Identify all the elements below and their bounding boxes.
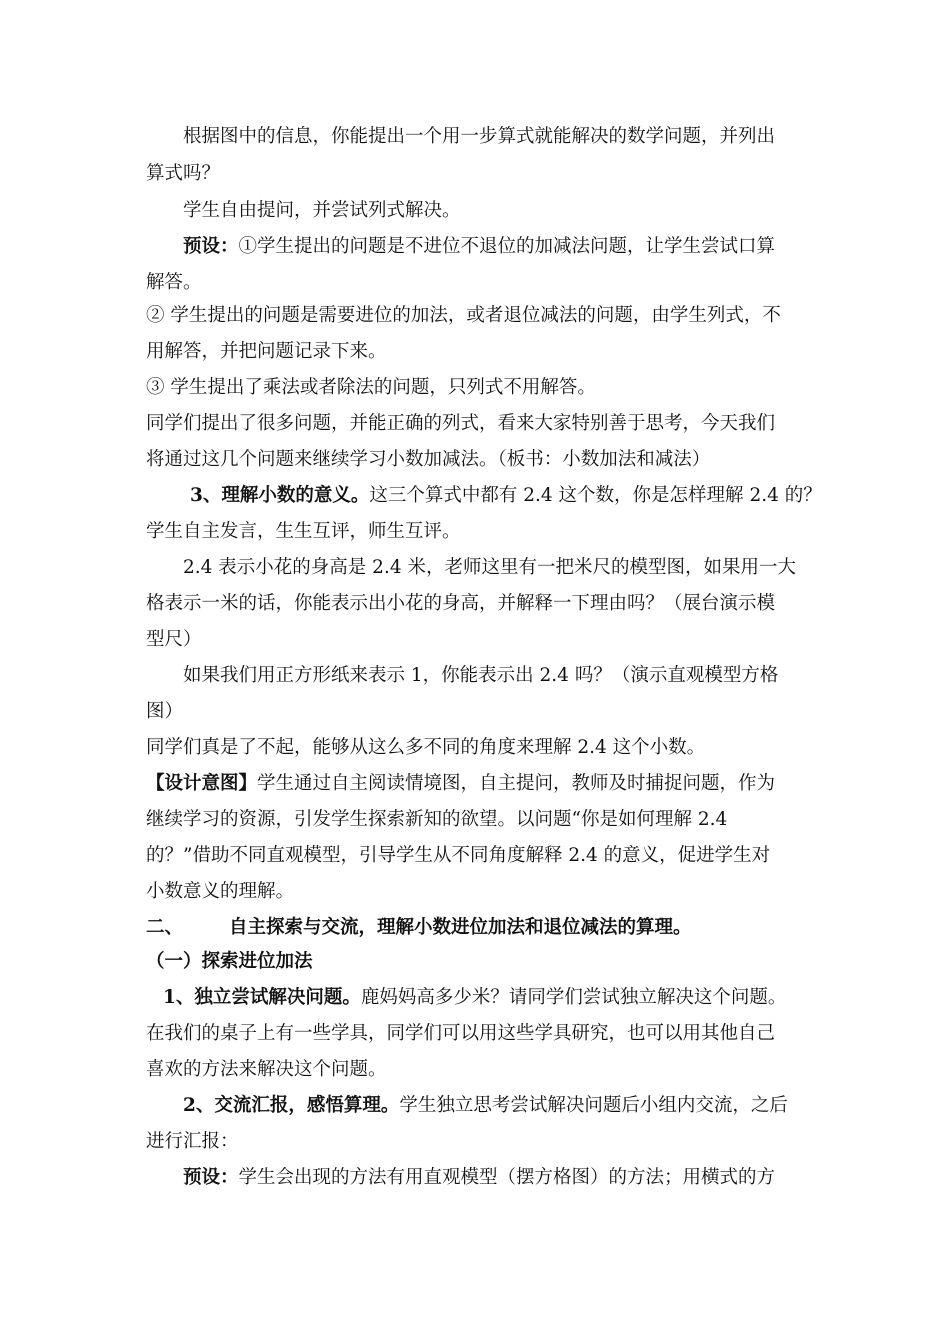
paragraph-line: 小数意义的理解。: [146, 881, 295, 902]
bold-label: 预设：: [183, 1167, 239, 1188]
section-number: 二、: [146, 917, 184, 938]
paragraph-line: 喜欢的方法来解决这个问题。: [146, 1059, 387, 1080]
paragraph-line: 根据图中的信息，你能提出一个用一步算式就能解决的数学问题，并列出: [183, 126, 776, 147]
paragraph-line: 2、交流汇报，感悟算理。学生独立思考尝试解决问题后小组内交流，之后: [183, 1095, 788, 1116]
paragraph-line: 1、独立尝试解决问题。鹿妈妈高多少米？请同学们尝试独立解决这个问题。: [163, 987, 787, 1008]
paragraph-line: 用解答，并把问题记录下来。: [146, 341, 387, 362]
paragraph-line: 同学们真是了不起，能够从这么多不同的角度来理解 2.4 这个小数。: [146, 737, 706, 758]
paragraph-line: 进行汇报：: [146, 1131, 239, 1152]
paragraph-line: 格表示一米的话，你能表示出小花的身高，并解释一下理由吗？（展台演示模: [146, 593, 776, 614]
paragraph-line: 【设计意图】学生通过自主阅读情境图，自主提问，教师及时捕捉问题，作为: [146, 773, 776, 794]
paragraph-line: 学生自由提问，并尝试列式解决。: [183, 200, 461, 221]
paragraph-line: 如果我们用正方形纸来表示 1，你能表示出 2.4 吗？（演示直观模型方格: [183, 665, 779, 686]
paragraph-line: 2.4 表示小花的身高是 2.4 米，老师这里有一把米尺的模型图，如果用一大: [183, 557, 796, 578]
bold-label: 【设计意图】: [146, 773, 258, 794]
paragraph-line: 算式吗？: [146, 163, 221, 184]
paragraph-line: 同学们提出了很多问题，并能正确的列式，看来大家特别善于思考，今天我们: [146, 413, 776, 434]
paragraph-line: 图）: [146, 701, 184, 722]
section-heading: [146, 909, 692, 947]
paragraph-line: ③ 学生提出了乘法或者除法的问题，只列式不用解答。: [146, 377, 596, 398]
paragraph-line: 学生自主发言，生生互评，师生互评。: [146, 521, 461, 542]
section-title: 自主探索与交流，理解小数进位加法和退位减法的算理。: [229, 917, 692, 938]
paragraph-line: 3、理解小数的意义。这三个算式中都有 2.4 这个数，你是怎样理解 2.4 的？: [190, 485, 822, 506]
paragraph-line: 预设：①学生提出的问题是不进位不退位的加减法问题，让学生尝试口算: [183, 236, 776, 257]
paragraph-line: 预设：学生会出现的方法有用直观模型（摆方格图）的方法；用横式的方: [183, 1167, 776, 1188]
subsection-heading: （一）探索进位加法: [146, 951, 313, 972]
paragraph-line: 将通过这几个问题来继续学习小数加减法。（板书：小数加法和减法）: [146, 449, 711, 470]
bold-label: 2、交流汇报，感悟算理。: [183, 1095, 400, 1116]
paragraph-line: 继续学习的资源，引发学生探索新知的欲望。以问题“你是如何理解 2.4: [146, 809, 728, 830]
bold-label: 预设：: [183, 236, 239, 257]
paragraph-line: 解答。: [146, 272, 202, 293]
paragraph-line: 在我们的桌子上有一些学具，同学们可以用这些学具研究，也可以用其他自己: [146, 1023, 776, 1044]
paragraph-line: ② 学生提出的问题是需要进位的加法，或者退位减法的问题，由学生列式，不: [146, 305, 781, 326]
bold-label: 3、理解小数的意义。: [190, 485, 370, 506]
paragraph-line: 型尺）: [146, 629, 202, 650]
paragraph-line: 的？”借助不同直观模型，引导学生从不同角度解释 2.4 的意义，促进学生对: [146, 845, 771, 866]
bold-label: 1、独立尝试解决问题。: [163, 987, 361, 1008]
